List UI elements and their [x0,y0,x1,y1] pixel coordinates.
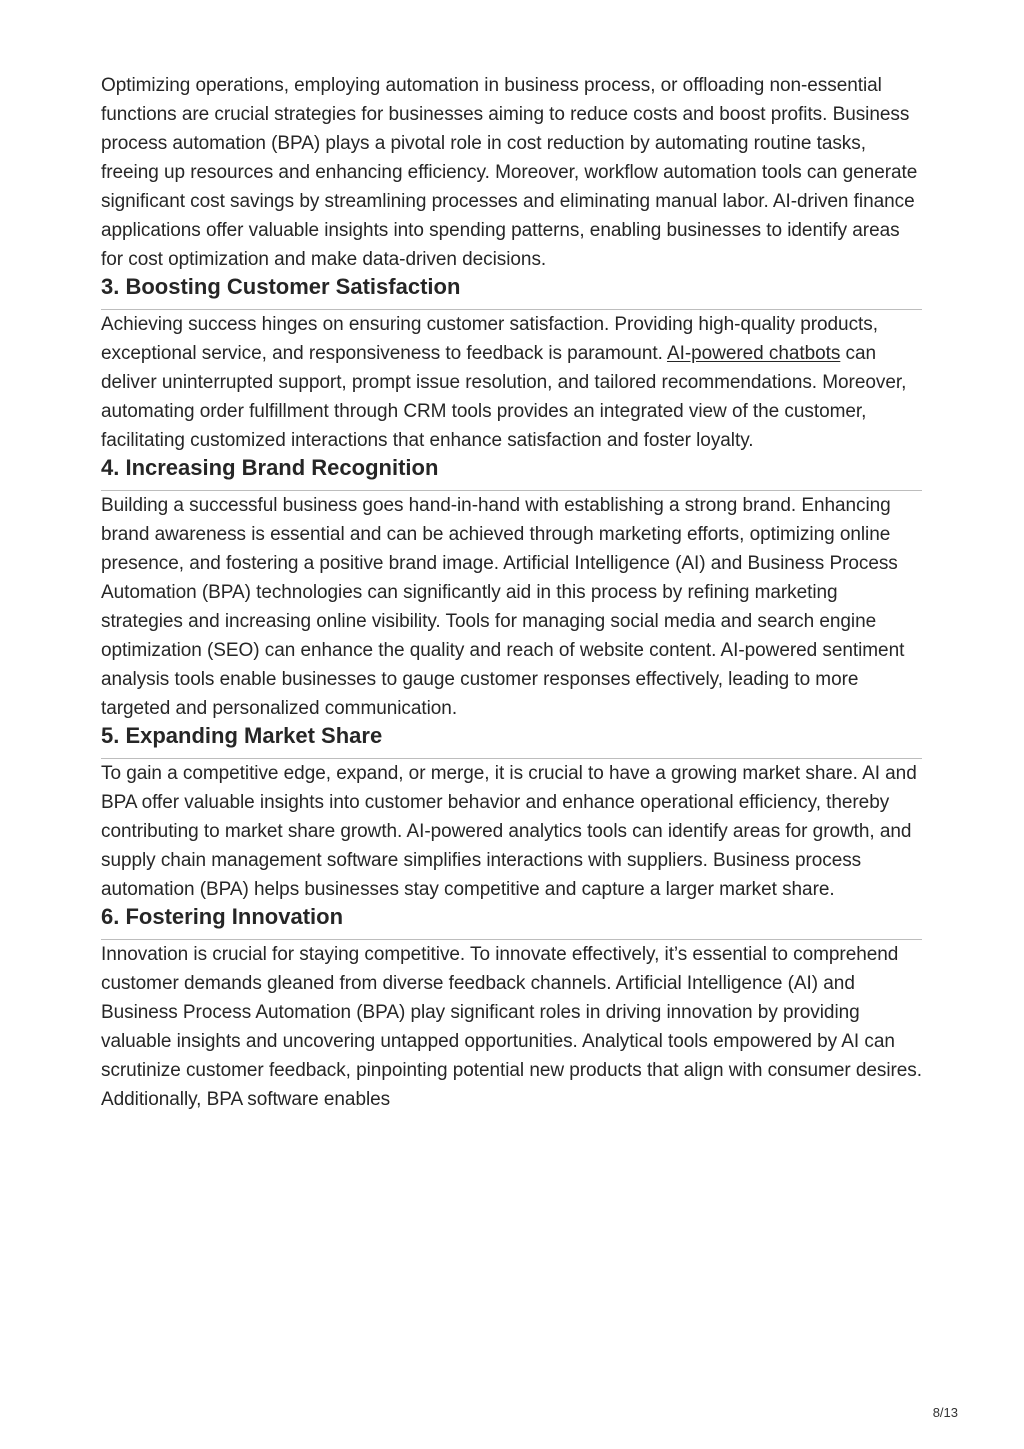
page-number: 8/13 [932,1405,958,1420]
intro-paragraph: Optimizing operations, employing automation in business process, or offloading non-essential functions are crucial strategies for businesses aiming to reduce costs and boost profits. Business process automation (BPA) plays a pivotal role in cost reduction by automating routine tasks, freeing up resources and enhancing efficiency. Moreover, workflow automation tools can generate significant cost savings by streamlining processes and eliminating manual labor. AI-driven finance applications offer valuable insights into spending patterns, enabling businesses to identify areas for cost optimization and make data-driven decisions. [101,75,918,270]
section-heading-market-share: 5. Expanding Market Share [101,723,922,759]
market-share-paragraph: To gain a competitive edge, expand, or merge, it is crucial to have a growing market share. AI and BPA offer valuable insights into customer behavior and enhance operational efficiency, thereby contributing to market share growth. AI-powered analytics tools can identify areas for growth, and supply chain management software simplifies interactions with suppliers. Business process automation (BPA) helps businesses stay competitive and capture a larger market share. [101,763,917,900]
document-page [101,71,922,1114]
paragraph-text: Achieving success hinges on ensuring customer satisfaction. Providing high-quality products, exceptional service, and responsiveness to feedback is paramount. [101,314,878,364]
fostering-innovation-paragraph: Innovation is crucial for staying competitive. To innovate effectively, it’s essential to comprehend customer demands gleaned from diverse feedback channels. Artificial Intelligence (AI) and Business Process Automation (BPA) play significant roles in driving innovation by providing valuable insights and uncovering untapped opportunities. Analytical tools empowered by AI can scrutinize customer feedback, pinpointing potential new products that align with consumer desires. Additionally, BPA software enables [101,944,922,1110]
section-heading-customer-satisfaction: 3. Boosting Customer Satisfaction [101,274,922,310]
ai-powered-chatbots-link[interactable]: AI-powered chatbots [666,343,841,364]
section-heading-brand-recognition: 4. Increasing Brand Recognition [101,455,922,491]
brand-recognition-paragraph: Building a successful business goes hand-in-hand with establishing a strong brand. Enhancing brand awareness is essential and can be achieved through marketing efforts, optimizing online presence, and fostering a positive brand image. Artificial Intelligence (AI) and Business Process Automation (BPA) technologies can significantly aid in this process by refining marketing strategies and increasing online visibility. Tools for managing social media and search engine optimization (SEO) can enhance the quality and reach of website content. AI-powered sentiment analysis tools enable businesses to gauge customer responses effectively, leading to more targeted and personalized communication. [101,495,905,719]
section-heading-fostering-innovation: 6. Fostering Innovation [101,904,922,940]
paragraph-text: can deliver uninterrupted support, prompt issue resolution, and tailored recommendations. Moreover, automating order fulfillment through CRM tools provides an integrated view of the customer, facilitating customized interactions that enhance satisfaction and foster loyalty. [101,343,907,451]
customer-satisfaction-paragraph [101,310,922,455]
